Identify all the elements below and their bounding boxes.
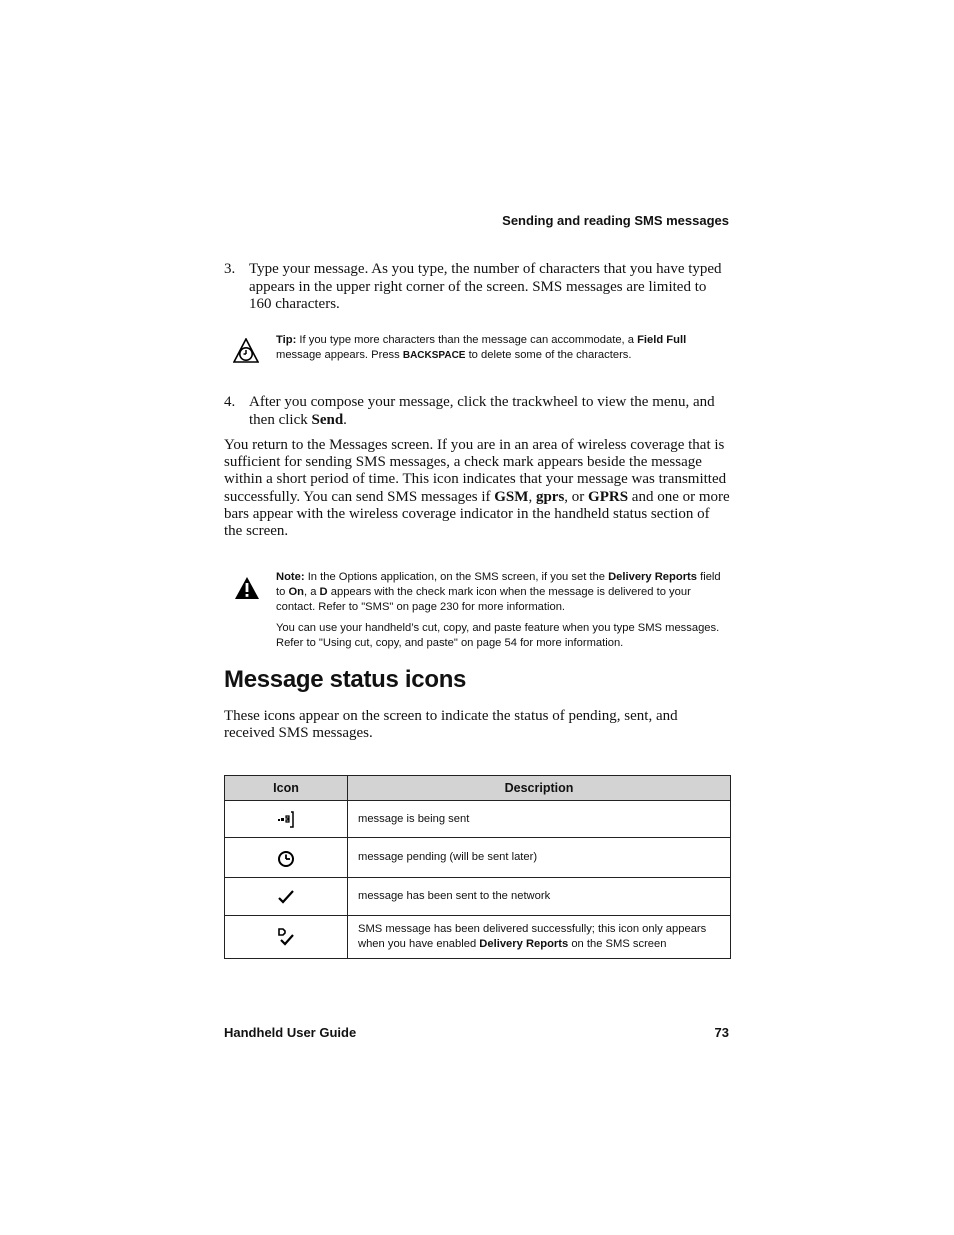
table-row <box>225 878 731 916</box>
d-term: D <box>319 586 328 598</box>
icon-cell <box>225 801 348 838</box>
on-term: On <box>288 586 304 598</box>
section-title: Message status icons <box>224 666 467 693</box>
footer-guide-title: Handheld User Guide <box>224 1025 357 1040</box>
send-term: Send <box>311 411 344 428</box>
step-number: 3. <box>224 261 236 277</box>
field-full-term: Field Full <box>637 334 687 346</box>
step-number: 4. <box>224 394 236 410</box>
step-3 <box>224 261 731 314</box>
paragraph-text: You return to the Messages screen. If you are in an area of wireless coverage that is sufficient for sending SMS messages, a check mark appears beside the message within a short period of time. This icon indicates that your message was transmitted successfully. You can send SMS messages if <box>224 437 727 505</box>
tip-callout <box>276 333 726 363</box>
gsm-term: GSM <box>494 488 529 505</box>
tip-clock-icon <box>233 338 259 364</box>
note-text: In the Options application, on the SMS screen, if you set the <box>304 571 609 583</box>
separator: , <box>528 488 536 505</box>
running-header: Sending and reading SMS messages <box>502 213 729 228</box>
step-text-end: . <box>343 411 347 428</box>
section-intro: These icons appear on the screen to indicate the status of pending, sent, and received SMS messages. <box>224 708 678 742</box>
table-row <box>225 838 731 878</box>
icon-cell <box>225 916 348 959</box>
step-text: Type your message. As you type, the number of characters that you have typed appears in the upper right corner of the screen. SMS messages are limited to 160 characters. <box>249 261 722 312</box>
step-text-body: After you compose your message, click the trackwheel to view the menu, and then click <box>249 394 715 428</box>
note-text: appears with the check mark icon when the message is delivered to your contact. Refer to "SMS" on page 230 for more information. <box>276 586 691 613</box>
tip-text: to delete some of the characters. <box>465 349 632 361</box>
note-text: field to <box>276 571 721 598</box>
delivery-reports-term: Delivery Reports <box>608 571 697 583</box>
delivered-icon <box>276 927 296 947</box>
description-cell <box>348 916 731 959</box>
description-cell: message is being sent <box>348 801 731 838</box>
description-cell: message pending (will be sent later) <box>348 838 731 878</box>
description-text: on the SMS screen <box>568 938 667 950</box>
separator: , or <box>564 488 589 505</box>
body-paragraph <box>224 437 731 540</box>
icon-cell <box>225 878 348 916</box>
step-4 <box>224 394 731 429</box>
table-header-row <box>225 776 731 801</box>
message-status-table <box>224 775 731 959</box>
warning-icon <box>234 576 260 602</box>
table-row <box>225 916 731 959</box>
tip-text: If you type more characters than the message can accommodate, a <box>296 334 638 346</box>
checkmark-icon <box>276 887 296 907</box>
note-callout <box>276 570 726 651</box>
pending-clock-icon <box>276 848 296 868</box>
tip-label: Tip: <box>276 334 297 346</box>
description-text: SMS message has been delivered successfully; this icon only appears when you have enabled <box>358 923 707 950</box>
delivery-reports-term: Delivery Reports <box>479 938 569 950</box>
step-text <box>249 394 731 429</box>
description-cell: message has been sent to the network <box>348 878 731 916</box>
sending-icon <box>276 809 296 829</box>
gprs-lower-term: gprs <box>535 488 565 505</box>
backspace-key: BACKSPACE <box>402 350 466 361</box>
tip-text: message appears. Press <box>276 349 403 361</box>
table-row <box>225 801 731 838</box>
note-label: Note: <box>276 571 305 583</box>
note-second-paragraph: You can use your handheld’s cut, copy, and paste feature when you type SMS messages. Refer to "Using cut, copy, and paste" on page 54 for more information. <box>276 622 720 649</box>
paragraph-text: and one or more bars appear with the wireless coverage indicator in the handheld status section of the screen. <box>224 488 730 540</box>
column-header-description: Description <box>348 776 731 801</box>
column-header-icon: Icon <box>225 776 348 801</box>
footer-page-number: 73 <box>714 1025 729 1040</box>
gprs-upper-term: GPRS <box>588 488 629 505</box>
note-text: , a <box>304 586 320 598</box>
icon-cell <box>225 838 348 878</box>
